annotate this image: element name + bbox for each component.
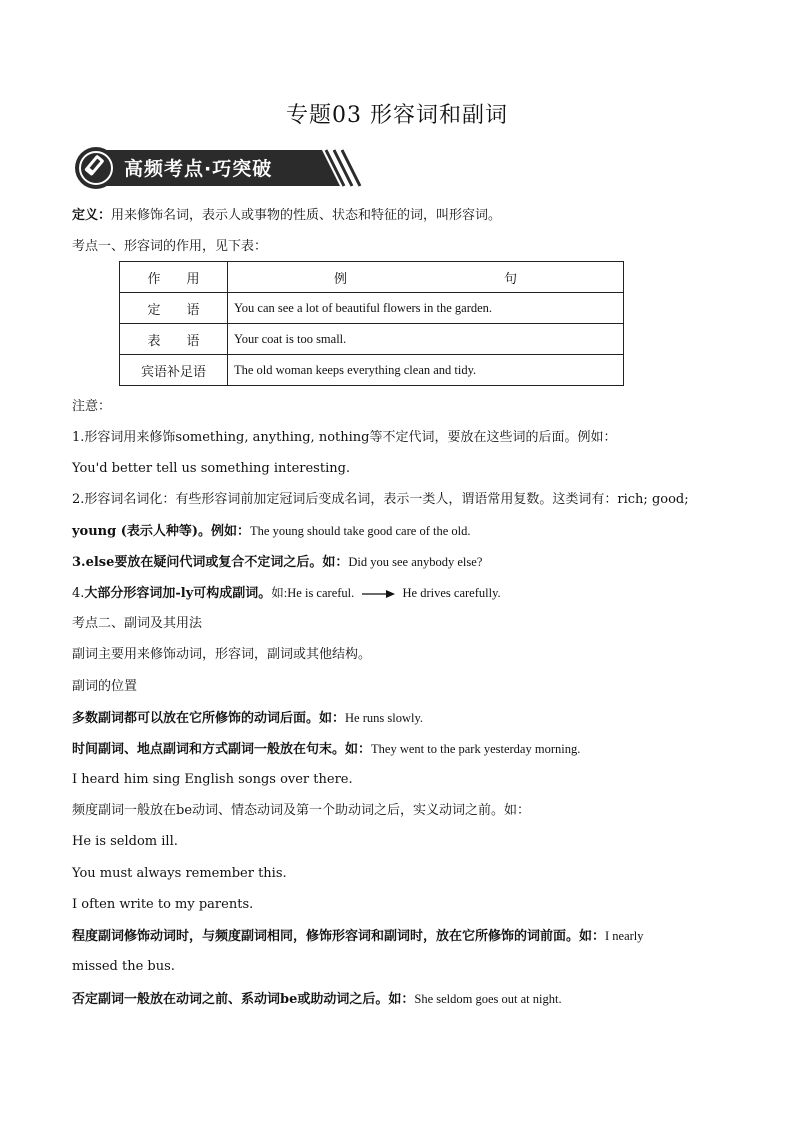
note3-line [72,553,482,572]
note4-example-b: He drives carefully. [402,586,501,600]
banner-label: 高频考点·巧突破 [124,158,273,180]
pen-badge-icon [75,147,117,189]
header-example-left: 例 [334,271,348,287]
position-p3-example: I often write to my parents. [72,897,254,912]
position-p2-example: They went to the park yesterday morning. [371,742,581,756]
table-header-row [120,262,624,293]
row-example: Your coat is too small. [228,324,624,355]
note3-text: 3.else要放在疑问代词或复合不定词之后。如： [72,555,349,570]
note3-example: Did you see anybody else? [348,555,483,569]
note1-example: You'd better tell us something interesting. [72,461,351,476]
position-heading: 副词的位置 [72,679,138,694]
section-banner [72,146,364,190]
table-row [120,324,624,355]
definition-label: 定义： [72,208,112,223]
position-p4-example: I nearly [605,929,644,943]
position-p4-example-cont: missed the bus. [72,959,175,974]
position-p3-text: 频度副词一般放在be动词、情态动词及第一个助动词之后，实义动词之前。如： [72,803,531,818]
position-p2 [72,740,580,759]
note2-line2 [72,522,470,541]
position-p3-example: You must always remember this. [72,866,287,881]
row-usage: 宾语补足语 [120,355,228,386]
position-p3-example: He is seldom ill. [72,834,178,849]
row-usage: 表 语 [120,324,228,355]
table-row [120,293,624,324]
note4-line [72,584,501,603]
note2-example: The young should take good care of the old. [250,524,471,538]
page-title: 专题03 形容词和副词 [286,103,508,128]
position-p4 [72,927,644,946]
definition-text: 用来修饰名词，表示人或事物的性质、状态和特征的词，叫形容词。 [111,208,502,223]
position-p5-text: 否定副词一般放在动词之前、系动词be或助动词之后。如： [72,992,415,1007]
header-example [228,262,624,293]
header-usage: 作 用 [120,262,228,293]
position-p1-text: 多数副词都可以放在它所修饰的动词后面。如： [72,711,346,726]
arrow-right-icon [360,589,396,599]
note2-text2: young (表示人种等)。例如： [72,524,251,539]
note-label: 注意： [72,399,112,414]
note1-text: 1.形容词用来修饰something, anything, nothing等不定代词，要放在这些词的后面。例如： [72,430,617,445]
table-row [120,355,624,386]
note4-example-a: 如:He is careful. [271,586,355,600]
point2-intro: 副词主要用来修饰动词，形容词，副词或其他结构。 [72,647,372,662]
definition-line [72,207,501,225]
point2-heading: 考点二、副词及其用法 [72,616,203,631]
note4-text: 大部分形容词加-ly可构成副词。 [84,586,272,601]
row-example: You can see a lot of beautiful flowers in the garden. [228,293,624,324]
adjective-usage-table [119,261,624,386]
note4-prefix: 4. [72,586,85,601]
position-p2-text: 时间副词、地点副词和方式副词一般放在句末。如： [72,742,372,757]
point1-heading: 考点一、形容词的作用，见下表： [72,239,268,254]
row-usage: 定 语 [120,293,228,324]
position-p2-example2: I heard him sing English songs over there. [72,772,353,787]
position-p1-example: He runs slowly. [345,711,424,725]
position-p5-example: She seldom goes out at night. [414,992,562,1006]
row-example: The old woman keeps everything clean and tidy. [228,355,624,386]
position-p1 [72,709,423,728]
header-example-right: 句 [503,271,517,287]
position-p4-text: 程度副词修饰动词时，与频度副词相同，修饰形容词和副词时，放在它所修饰的词前面。如： [72,929,606,944]
note2-text: 2.形容词名词化：有些形容词前加定冠词后变成名词，表示一类人，谓语常用复数。这类词有：rich; good; [72,492,689,507]
position-p5 [72,990,562,1009]
